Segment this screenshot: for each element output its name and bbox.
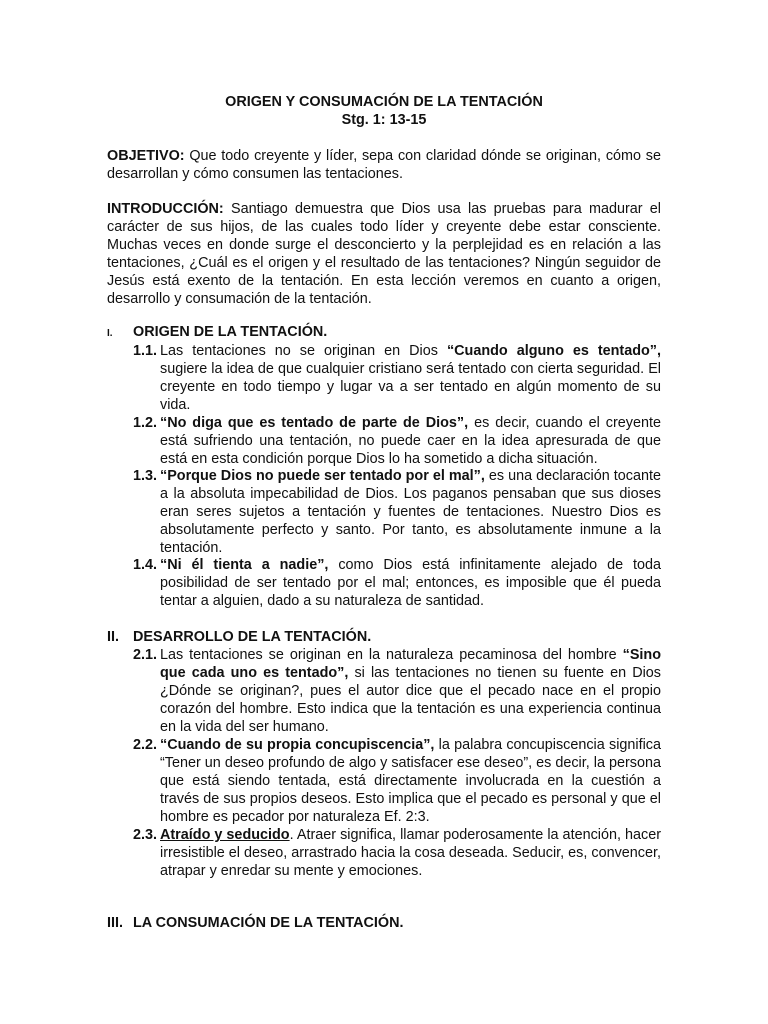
section-heading-1: [107, 323, 667, 343]
item-number: 2.1.: [133, 647, 158, 663]
list-item-1-2: [133, 414, 661, 468]
item-text-quote: “Sino que cada uno es tentado”,: [160, 647, 661, 681]
item-text-plain: Las tentaciones no se originan en Dios: [160, 343, 447, 359]
item-text-rest: si las tentaciones no tienen su fuente en Dios ¿Dónde se originan?, pues el autor dice que el pecado nace en el propio corazón del hombre. Esto indica que la tentación es una experiencia continua en la vida del ser humano.: [160, 665, 661, 735]
item-text: [160, 414, 661, 468]
section-number: II.: [107, 629, 119, 645]
item-text-quote: “Ni él tienta a nadie”,: [160, 557, 329, 573]
section-heading-2: [107, 628, 667, 646]
item-text: [160, 556, 661, 610]
list-item-1-4: [133, 556, 661, 610]
item-number: 2.2.: [133, 737, 158, 753]
item-number: 2.3.: [133, 827, 158, 843]
objective-paragraph: [107, 147, 661, 183]
item-text-rest: sugiere la idea de que cualquier cristiano será tentado con cierta seguridad. El creyente en todo tiempo y lugar va a ser tentado en algún momento de su vida.: [160, 361, 661, 413]
item-text: [160, 736, 661, 826]
item-number: 1.2.: [133, 415, 158, 431]
item-text-rest: la palabra concupiscencia significa “Tener un deseo profundo de algo y satisfacer ese deseo”, es decir, la persona que está siendo tentada, está directamente involucrada en la cuestión a través de sus propios deseos. Esto implica que el pecado es personal y que el hombre es pecador por naturaleza Ef. 2:3.: [160, 737, 661, 825]
section-number: III.: [107, 915, 123, 931]
scripture-reference: Stg. 1: 13-15: [341, 112, 427, 128]
section-number: I.: [107, 328, 113, 339]
objective-text: Que todo creyente y líder, sepa con claridad dónde se originan, cómo se desarrollan y cómo consumen las tentaciones.: [107, 148, 661, 182]
section-heading-3: [107, 914, 667, 932]
list-item-1-1: [133, 342, 661, 414]
item-text-rest: es una declaración tocante a la absoluta impecabilidad de Dios. Los paganos pensaban que sus dioses eran seres sujetos a tentación y fuentes de tentaciones. Nuestro Dios es absolutamente perfecto y santo. Por tanto, es absolutamente inmune a la tentación.: [160, 468, 661, 556]
item-number: 1.4.: [133, 557, 158, 573]
objective-label: OBJETIVO:: [107, 148, 185, 164]
item-text-quote: “Cuando alguno es tentado”,: [446, 343, 662, 359]
item-text: [160, 646, 661, 736]
list-item-1-3: [133, 467, 661, 557]
introduction-label: INTRODUCCIÓN:: [107, 201, 224, 217]
item-text-quote: “Cuando de su propia concupiscencia”,: [160, 737, 435, 753]
introduction-text: Santiago demuestra que Dios usa las pruebas para madurar el carácter de sus hijos, de las cuales todo líder y creyente debe estar consciente. Muchas veces en donde surge el desconcierto y la perplejidad es en relación a las tentaciones, ¿Cuál es el origen y el resultado de las tentaciones? Ningún seguidor de Jesús está exento de la tentación. En esta lección veremos en cuanto a origen, desarrollo y consumación de la tentación.: [107, 201, 661, 307]
item-text-rest: . Atraer significa, llamar poderosamente la atención, hacer irresistible el deseo, arrastrado hacia la cosa deseada. Seducir, es, convencer, atrapar y enredar su mente y emociones.: [160, 827, 661, 879]
item-text-rest: como Dios está infinitamente alejado de toda posibilidad de ser tentado por el mal; entonces, es imposible que él pueda tentar a alguien, dado a su naturaleza de santidad.: [160, 557, 661, 609]
item-number: 1.3.: [133, 468, 158, 484]
item-text-quote: “No diga que es tentado de parte de Dios”,: [160, 415, 469, 431]
section-title: LA CONSUMACIÓN DE LA TENTACIÓN.: [133, 915, 404, 931]
item-text-quote: “Porque Dios no puede ser tentado por el mal”,: [160, 468, 485, 484]
item-text: [160, 467, 661, 557]
item-text: [160, 342, 661, 414]
item-text-quote: Atraído y seducido: [160, 827, 290, 843]
item-text-plain: Las tentaciones se originan en la naturaleza pecaminosa del hombre: [160, 647, 623, 663]
list-item-2-1: [133, 646, 661, 736]
list-item-2-3: [133, 826, 661, 880]
item-number: 1.1.: [133, 343, 158, 359]
section-title: DESARROLLO DE LA TENTACIÓN.: [133, 629, 372, 645]
item-text-rest: es decir, cuando el creyente está sufriendo una tentación, no puede caer en la idea apresurada de que está en esta condición porque Dios lo ha sometido a dicha situación.: [160, 415, 662, 467]
document-title: ORIGEN Y CONSUMACIÓN DE LA TENTACIÓN: [225, 94, 543, 110]
item-text: [160, 826, 661, 880]
introduction-paragraph: [107, 200, 661, 308]
section-title: ORIGEN DE LA TENTACIÓN.: [133, 324, 328, 340]
list-item-2-2: [133, 736, 661, 826]
